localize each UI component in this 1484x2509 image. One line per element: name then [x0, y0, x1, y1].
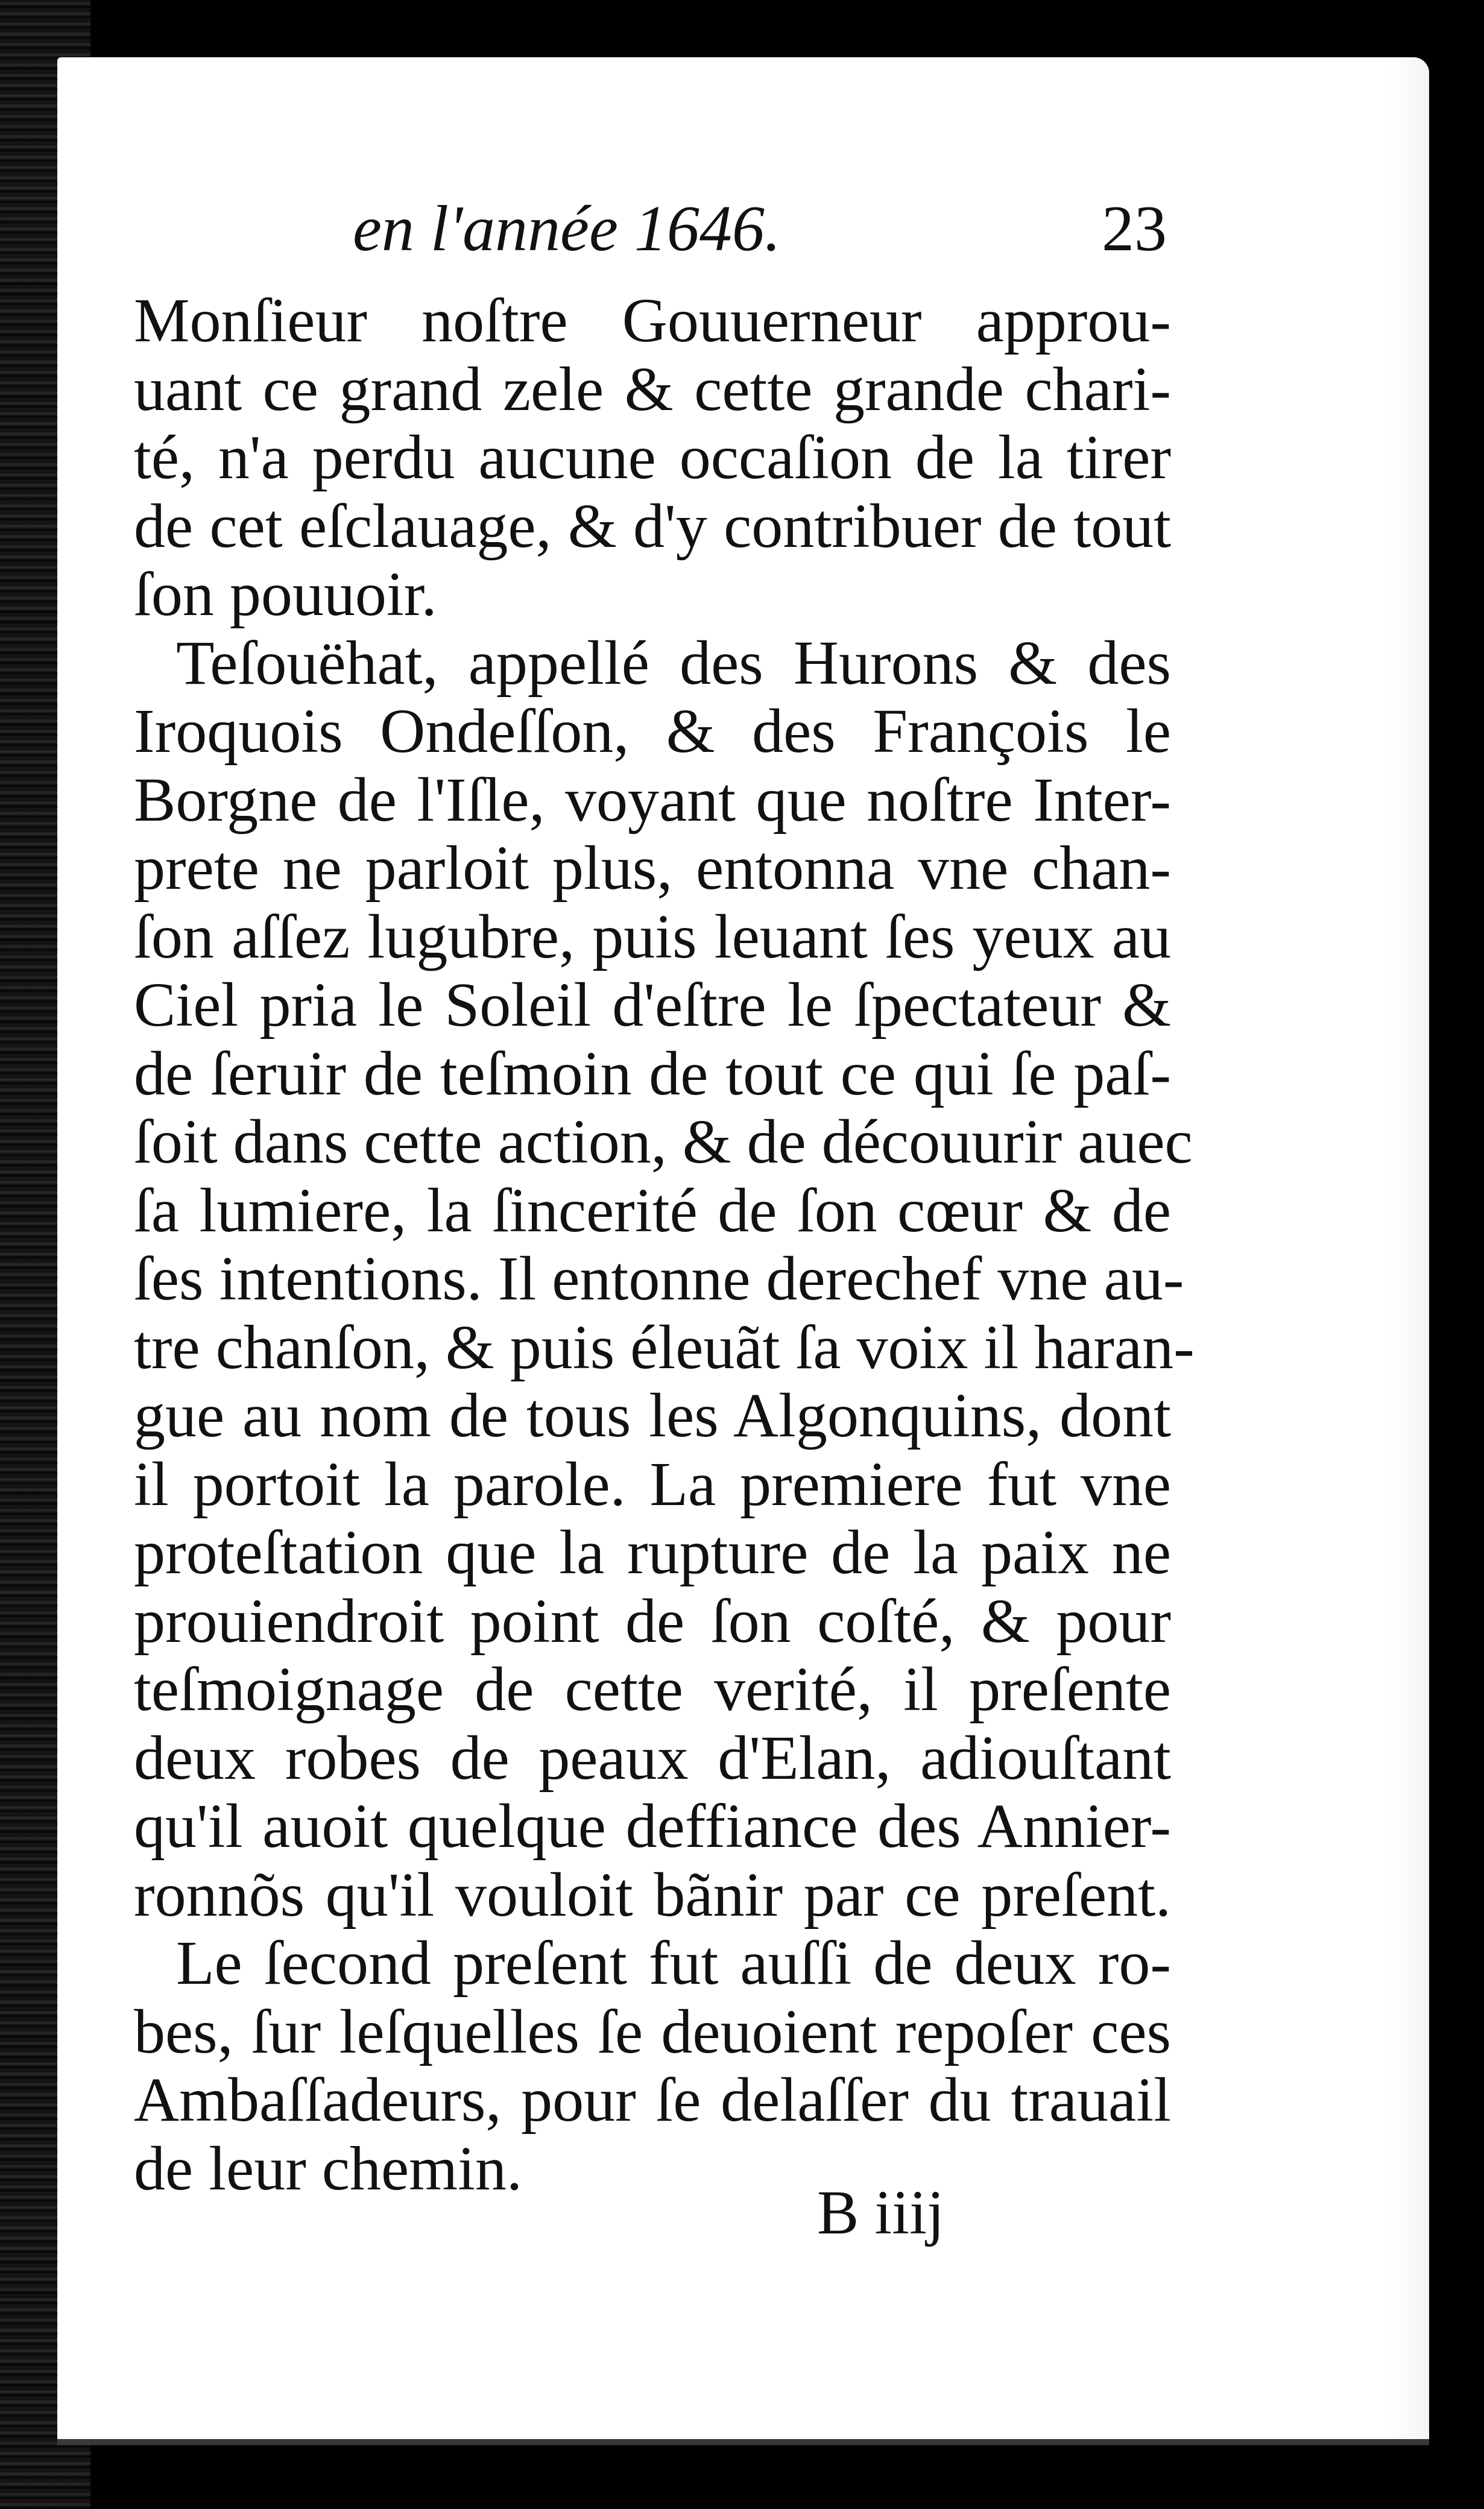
text-line: Ambaſſadeurs, pour ſe delaſſer du trauail	[134, 2065, 1171, 2135]
text-line: ſon pouuoir.	[134, 560, 437, 629]
signature-mark: B iiij	[817, 2178, 944, 2247]
page-number: 23	[1102, 193, 1167, 265]
text-line: prouiendroit point de ſon coſté, & pour	[134, 1586, 1171, 1656]
text-line: bes, ſur leſquelles ſe deuoient repoſer ces	[134, 1996, 1171, 2066]
text-line: il portoit la parole. La premiere fut vne	[134, 1449, 1171, 1519]
book-page	[57, 57, 1429, 2445]
text-line: ſoit dans cette action, & de découurir auec	[134, 1107, 1193, 1176]
text-line: Monſieur noſtre Gouuerneur approu-	[134, 286, 1171, 355]
text-line: Iroquois Ondeſſon, & des François le	[134, 696, 1171, 766]
page-bottom-rule	[57, 2439, 1429, 2445]
text-line: proteſtation que la rupture de la paix ne	[134, 1518, 1171, 1587]
text-line: Borgne de l'Iſle, voyant que noſtre Inter-	[134, 765, 1171, 835]
text-line: deux robes de peaux d'Elan, adiouſtant	[134, 1723, 1171, 1793]
text-line: tre chanſon, & puis éleuãt ſa voix il haran-	[134, 1312, 1195, 1382]
body-text	[134, 286, 1195, 2203]
text-line: teſmoignage de cette verité, il preſente	[134, 1655, 1171, 1724]
text-line: té, n'a perdu aucune occaſion de la tirer	[134, 423, 1171, 492]
text-line: Le ſecond preſent fut auſſi de deux ro-	[176, 1928, 1171, 1998]
text-line: ronnõs qu'il vouloit bãnir par ce preſent.	[134, 1860, 1171, 1930]
text-line: de ſeruir de teſmoin de tout ce qui ſe paſ-	[134, 1038, 1171, 1108]
text-line: prete ne parloit plus, entonna vne chan-	[134, 833, 1171, 903]
running-title: en l'année 1646.	[353, 193, 781, 265]
page-edge-shadow	[1387, 57, 1429, 2445]
text-line: ſa lumiere, la ſincerité de ſon cœur & de	[134, 1175, 1171, 1245]
text-line: ſon aſſez lugubre, puis leuant ſes yeux au	[134, 901, 1171, 971]
text-line: Teſouëhat, appellé des Hurons & des	[176, 628, 1171, 698]
text-line: Ciel pria le Soleil d'eſtre le ſpectateur &	[134, 970, 1171, 1040]
text-line: qu'il auoit quelque deffiance des Annier-	[134, 1791, 1171, 1861]
text-line: ſes intentions. Il entonne derechef vne au-	[134, 1244, 1184, 1313]
text-line: gue au nom de tous les Algonquins, dont	[134, 1381, 1171, 1450]
text-line: de leur chemin.	[134, 2133, 522, 2203]
text-line: uant ce grand zele & cette grande chari-	[134, 354, 1171, 424]
text-line: de cet eſclauage, & d'y contribuer de tout	[134, 491, 1171, 561]
